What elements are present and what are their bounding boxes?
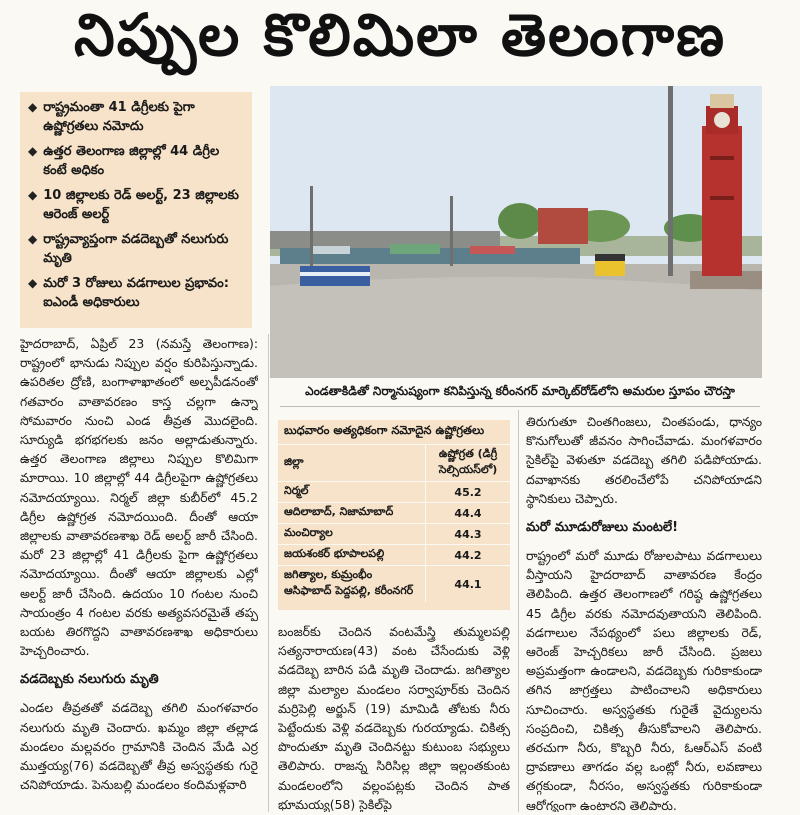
headline: నిప్పుల కొలిమిలా తెలంగాణ [73,0,726,69]
table-cell-temp: 44.1 [426,566,511,603]
table-cell-temp: 44.2 [426,545,511,566]
subheading-deaths: వడదెబ్బకు నలుగురు మృతి [20,672,159,688]
column-divider [268,334,269,812]
news-photo [270,86,762,378]
bullet-icon: ◆ [28,276,38,290]
table-cell-district: నిర్మల్ [278,482,426,503]
table-header-district: జిల్లా [278,445,426,482]
table-header-temp: ఉష్ణోగ్రత (డిగ్రీ సెల్సియస్‌లో) [426,445,511,482]
article-paragraph: తిరుగుతూ చింతగింజలు, చింతపండు, ధాన్యం కొనుగోలుతో జీవనం సాగించేవాడు. మంగళవారం సైకిల్‌పై వెళుతూ వడదెబ్బ తగిలి పడిపోయాడు. దవాఖానకు తరలించేలోపే చనిపోయాడని స్థానికులు చెప్పారు. [526,414,762,506]
table-cell-district: జయశంకర్ భూపాలపల్లి [278,545,426,566]
column-2 [278,622,510,812]
highlight-text: మరో 3 రోజులు వడగాలుల ప్రభావం: ఐఎండీ అధికారులు [43,276,229,310]
table-row [278,524,510,545]
highlight-item [28,186,244,224]
table-cell-district: జగిత్యాల, కుమ్రంభీం ఆసిఫాబాద్ పెద్దపల్లి, కరీంనగర్ [278,566,426,603]
highlights-box [20,92,252,328]
subheading-forecast: మరో మూడురోజులు మంటలే! [526,520,679,536]
bullet-icon: ◆ [28,100,38,114]
table-row [278,545,510,566]
highlight-text: 10 జిల్లాలకు రెడ్ అలర్ట్, 23 జిల్లాలకు ఆరెంజ్ అలర్ట్ [43,188,239,222]
highlight-item [28,98,244,136]
article-paragraph: రాష్ట్రంలో మరో మూడు రోజులపాటు వడగాలులు వీస్తాయని హైదరాబాద్ వాతావరణ కేంద్రం తెలిపింది. ఉత్తర తెలంగాణలో గరిష్ఠ ఉష్ణోగ్రతలు 45 డిగ్రీల వరకు నమోదవుతాయని తెలిపింది. వడగాలుల నేపథ్యంలో పలు జిల్లాలకు రెడ్, ఆరెంజ్ హెచ్చరికలు జారీ చేసింది. ప్రజలు అప్రమత్తంగా ఉండాలని, వడదెబ్బకు గురికాకుండా తగిన జాగ్రత్తలు పాటించాలని అధికారులు సూచించారు. అస్వస్థతకు గురైతే వైద్యులను సంప్రదించి, చికిత్స తీసుకోవాలని తెలిపారు. తరచుగా నీరు, కొబ్బరి నీరు, ఓఆర్ఎస్ వంటి ద్రావణాలు తాగడం వల్ల ఒంట్లో నీరు, లవణాలు తగ్గకుండా, నీరసం, అస్వస్థతకు గురికాకుండా ఆరోగ్యంగా ఉంటారని తెలిపారు. [526,548,762,812]
article-paragraph: బంజర్‌కు చెందిన వంటమేస్త్రి తుమ్మలపల్లి సత్యనారాయణ(43) వంట చేసేందుకు వెళ్లి వడదెబ్బ బారిన పడి మృతి చెందాడు. జగిత్యాల జిల్లా మల్యాల మండలం సర్వాపూర్‌కు చెందిన మర్రిపెల్లి అర్జున్ (19) మామిడి తోటకు నీరు పెట్టేందుకు వెళ్లి వడదెబ్బకు గురయ్యాడు. చికిత్స పొందుతూ మృతి చెందినట్టు కుటుంబ సభ్యులు తెలిపారు. రాజన్న సిరిసిల్ల జిల్లా ఇల్లంతకుంట మండలంలోని వల్లంపట్లకు చెందిన పాత భూమయ్య(58) సైకిల్‌పై [278,624,510,812]
article-paragraph: హైదరాబాద్, ఏప్రిల్ 23 (నమస్తే తెలంగాణ): రాష్ట్రంలో భానుడు నిప్పుల వర్షం కురిపిస్తున్నాడు. ఉపరితల ద్రోణి, బంగాళాఖాతంలో అల్పపీడనంతో గతవారం వాతావరణం కాస్త చల్లగా ఉన్నా సోమవారం నుంచి ఎండ తీవ్రత మొదలైంది. సూర్యుడి భగభగలకు జనం అల్లాడుతున్నారు. ఉత్తర తెలంగాణ జిల్లాలు నిప్పుల కొలిమిగా మారాయి. 10 జిల్లాల్లో 44 డిగ్రీలపైగా ఉష్ణోగ్రతలు నమోదయ్యాయి. నిర్మల్ జిల్లా కుబీర్‌లో 45.2 డిగ్రీల ఉష్ణోగ్రత నమోదయింది. దీంతో ఆయా జిల్లాలకు వాతావరణశాఖ రెడ్ అలర్ట్ జారీ చేసింది. మరో 23 జిల్లాల్లో 41 డిగ్రీలకు పైగా ఉష్ణోగ్రతలు నమోదయ్యాయి. దీంతో ఆయా జిల్లాలకు ఎల్లో అలర్ట్ జారీ చేసింది. ఉదయం 10 గంటల నుంచి సాయంత్రం 4 గంటల వరకు అత్యవసరమైతే తప్ప బయట తిరగొద్దని వాతావరణశాఖ అధికారులు హెచ్చరించారు. [20,336,258,659]
table-title: బుధవారం అత్యధికంగా నమోదైన ఉష్ణోగ్రతలు [284,423,485,437]
table-cell-district: ఆదిలాబాద్, నిజామాబాద్ [278,503,426,524]
table-cell-temp: 44.4 [426,503,511,524]
table-row [278,503,510,524]
highlight-item [28,274,244,312]
table-cell-temp: 44.3 [426,524,511,545]
highlight-text: ఉత్తర తెలంగాణ జిల్లాల్లో 44 డిగ్రీల కంటే అధికం [43,144,220,178]
highlight-text: రాష్ట్రవ్యాప్తంగా వడదెబ్బతో నలుగురు మృతి [43,232,229,266]
bullet-icon: ◆ [28,188,38,202]
photo-illustration [270,86,762,378]
table-cell-district: మంచిర్యాల [278,524,426,545]
highlight-item [28,142,244,180]
bullet-icon: ◆ [28,144,38,158]
article-paragraph: ఎండల తీవ్రతతో వడదెబ్బ తగిలి మంగళవారం నలుగురు మృతి చెందారు. ఖమ్మం జిల్లా తల్లాడ మండలం మల్లవరం గ్రామానికి చెందిన మేడి ఎర్ర ముత్తయ్య(76) వడదెబ్బతో తీవ్ర అస్వస్థతకు గురై చనిపోయాడు. పెనుబల్లి మండలం కందిమళ్లవారి [20,700,258,793]
table-cell-temp: 45.2 [426,482,511,503]
temperature-table [278,420,510,610]
column-divider [518,410,519,812]
bullet-icon: ◆ [28,232,38,246]
column-3 [526,412,762,812]
highlight-text: రాష్ట్రమంతా 41 డిగ్రీలకు పైగా ఉష్ణోగ్రతలు నమోదు [43,100,195,134]
table-row [278,566,510,603]
column-1 [20,334,258,814]
highlight-item [28,230,244,268]
photo-caption: ఎండతాకిడితో నిర్మానుష్యంగా కనిపిస్తున్న కరీంనగర్ మార్కెట్‌రోడ్‌లోని అమరుల స్తూపం చౌరస్తా [280,378,760,407]
table-row [278,482,510,503]
